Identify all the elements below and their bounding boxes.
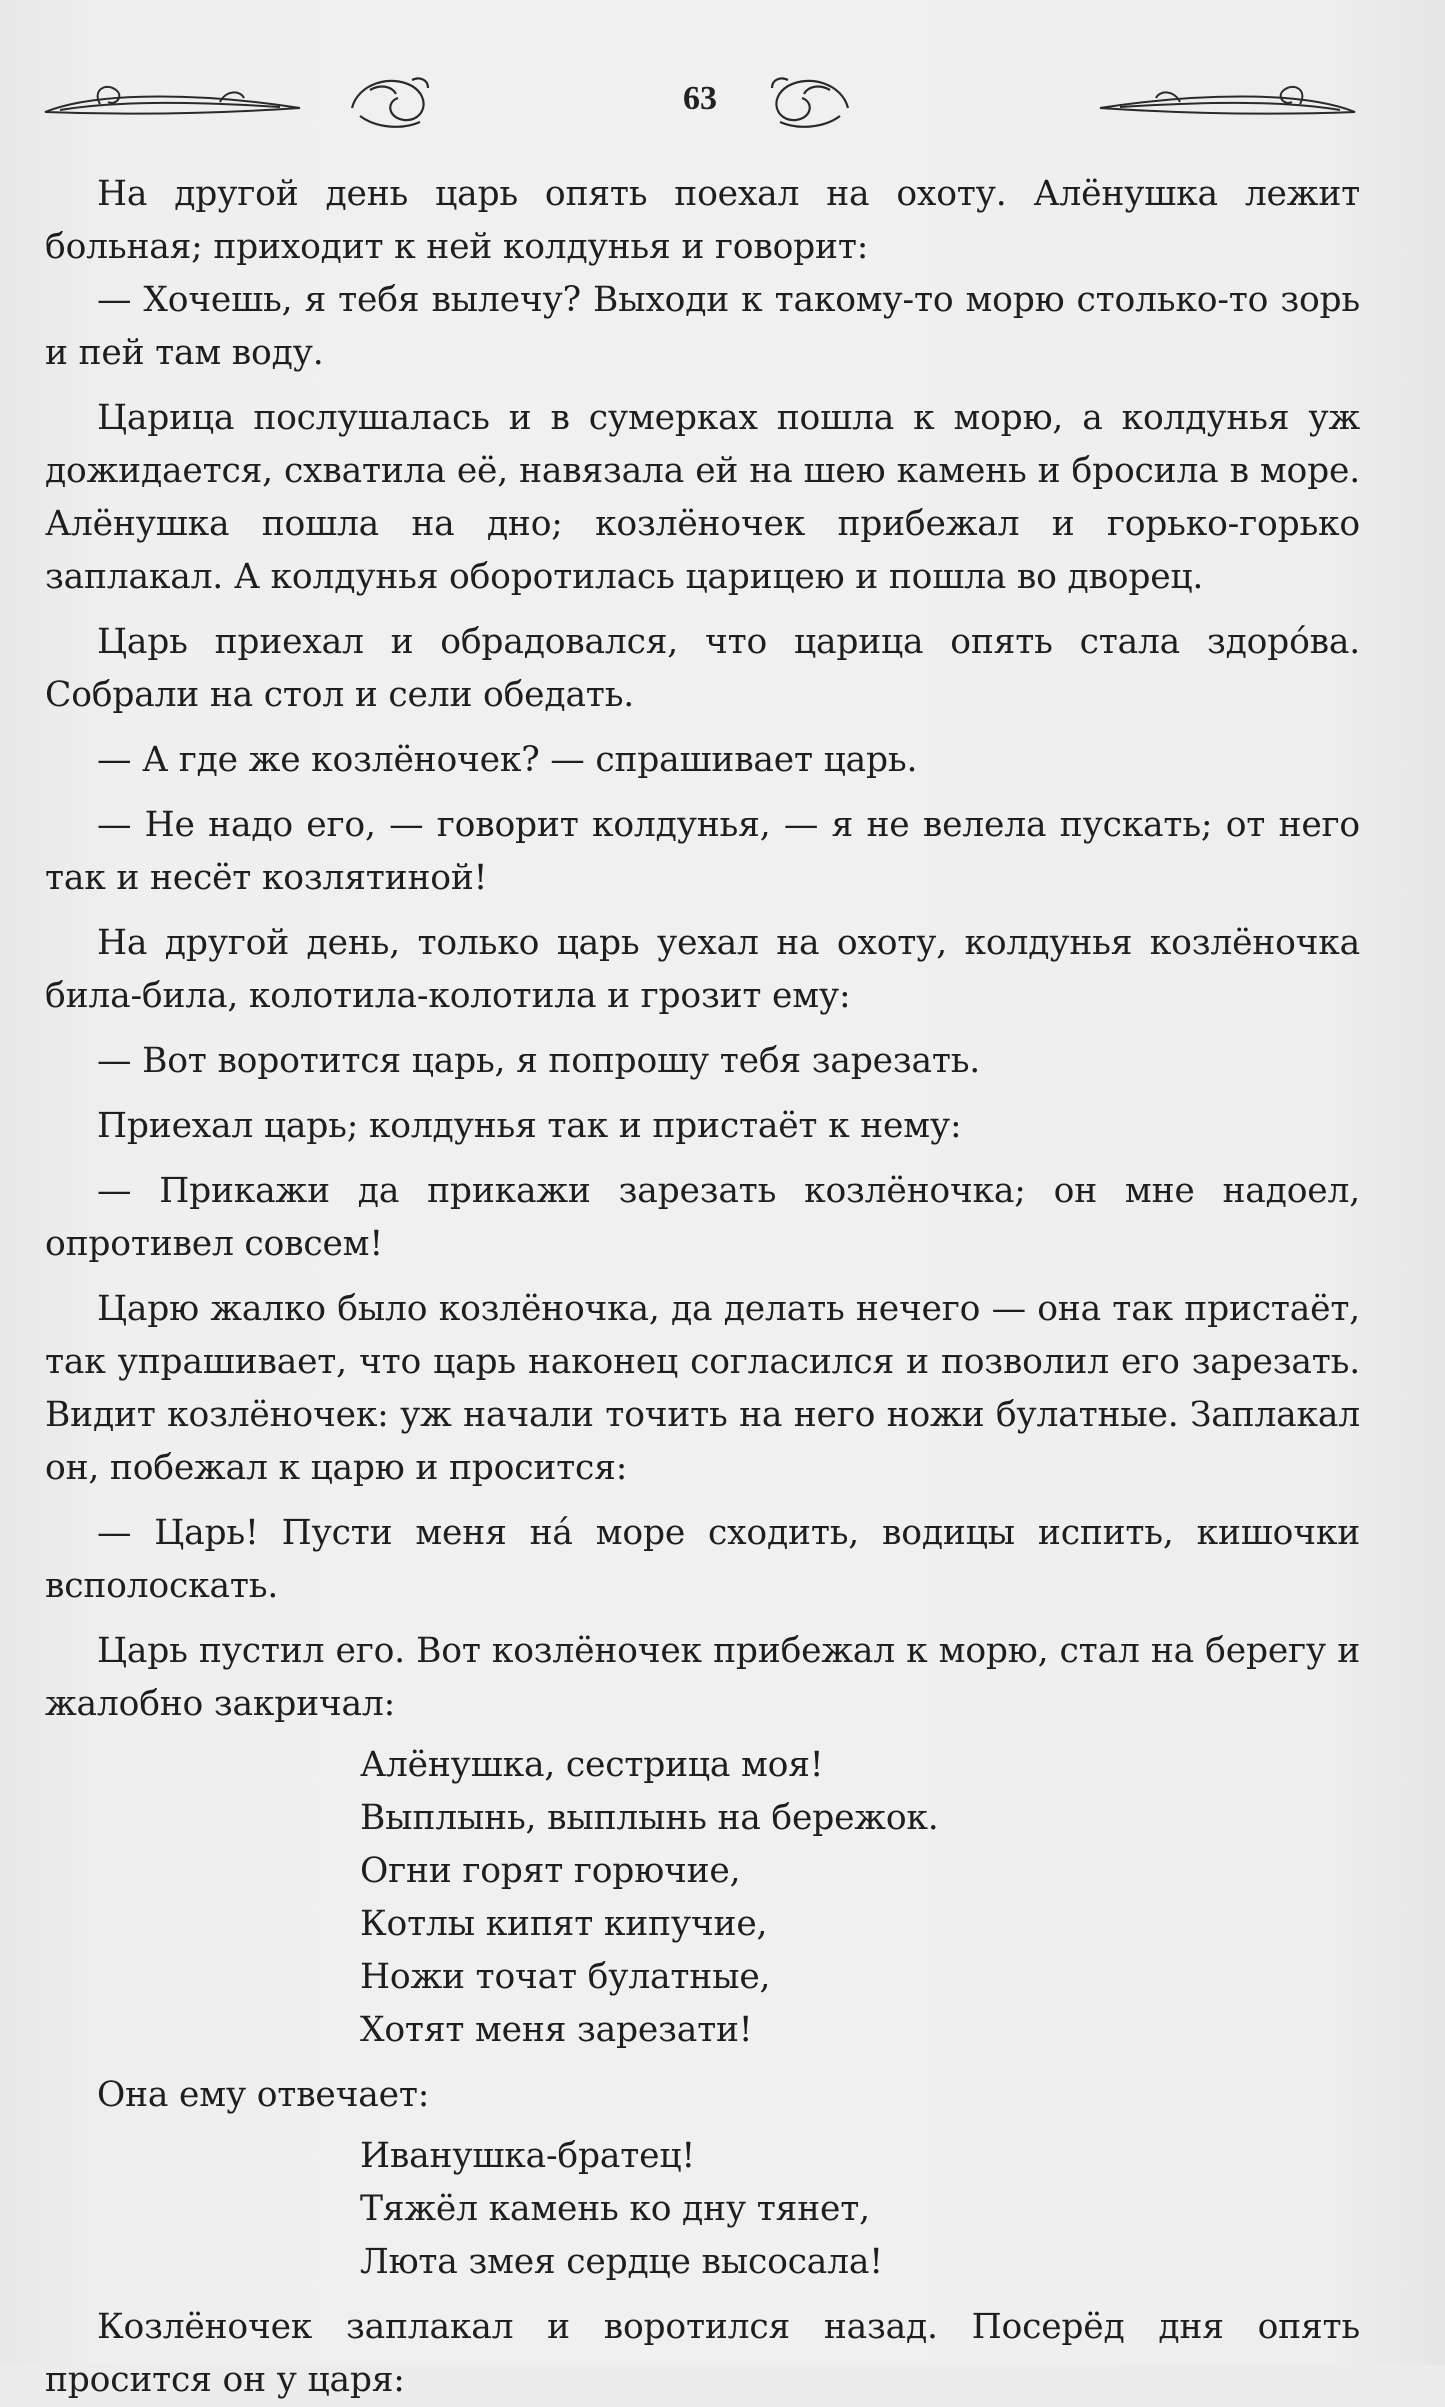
verse-line: Котлы кипят кипучие,	[360, 1904, 768, 1944]
paragraph: Царь пустил его. Вот козлёночек прибежал к морю, стал на берегу и жалобно закричал:	[45, 1631, 1360, 1724]
paragraph: Царь приехал и обрадовался, что царица опять стала здоро́ва. Собрали на стол и сели обедать.	[45, 622, 1360, 715]
story-text	[45, 168, 1360, 2407]
verse-line: Ножи точат булатные,	[360, 1957, 771, 1997]
paragraph: На другой день царь опять поехал на охоту. Алёнушка лежит больная; приходит к ней колдунья и говорит:	[45, 174, 1360, 267]
verse-line: Тяжёл камень ко дну тянет,	[360, 2189, 870, 2229]
verse-line: Алёнушка, сестрица моя!	[360, 1745, 824, 1785]
paragraph: Царица послушалась и в сумерках пошла к морю, а колдунья уж дожидается, схватила её, навязала ей на шею камень и бросила в море. Алёнушка пошла на дно; козлёночек прибежал и горько-горько заплакал. А колдунья оборотилась царицею и пошла во дворец.	[45, 398, 1360, 597]
verse-block	[360, 1739, 1360, 2057]
paragraph: — Не надо его, — говорит колдунья, — я не велела пускать; от него так и несёт козлятиной!	[45, 805, 1360, 898]
paragraph: — Хочешь, я тебя вылечу? Выходи к такому-то морю столько-то зорь и пей там воду.	[45, 280, 1360, 373]
verse-line: Люта змея сердце высосала!	[360, 2242, 883, 2282]
paragraph: Козлёночек заплакал и воротился назад. Посерёд дня опять просится он у царя:	[45, 2307, 1360, 2400]
paragraph: — А где же козлёночек? — спрашивает царь.	[97, 740, 918, 780]
verse-line: Выплынь, выплынь на бережок.	[360, 1798, 939, 1838]
verse-line: Огни горят горючие,	[360, 1851, 741, 1891]
paragraph: — Царь! Пусти меня на́ море сходить, водицы испить, кишочки всполоскать.	[45, 1513, 1360, 1606]
paragraph: Она ему отвечает:	[97, 2075, 430, 2115]
paragraph: На другой день, только царь уехал на охоту, колдунья козлёночка била-била, колотила-колотила и грозит ему:	[45, 923, 1360, 1016]
page-header	[40, 60, 1360, 150]
paragraph: — Вот воротится царь, я попрошу тебя зарезать.	[97, 1041, 981, 1081]
paragraph: Царю жалко было козлёночка, да делать нечего — она так пристаёт, так упрашивает, что царь наконец согласился и позволил его зарезать. Видит козлёночек: уж начали точить на него ножи булатные. Заплакал он, побежал к царю и просится:	[45, 1289, 1360, 1488]
verse-line: Хотят меня зарезати!	[360, 2010, 753, 2050]
verse-block	[360, 2130, 1360, 2289]
page-number: 63	[683, 80, 717, 117]
paragraph: — Прикажи да прикажи зарезать козлёночка; он мне надоел, опротивел совсем!	[45, 1171, 1360, 1264]
verse-line: Иванушка-братец!	[360, 2136, 696, 2176]
paragraph: Приехал царь; колдунья так и пристаёт к нему:	[97, 1106, 962, 1146]
